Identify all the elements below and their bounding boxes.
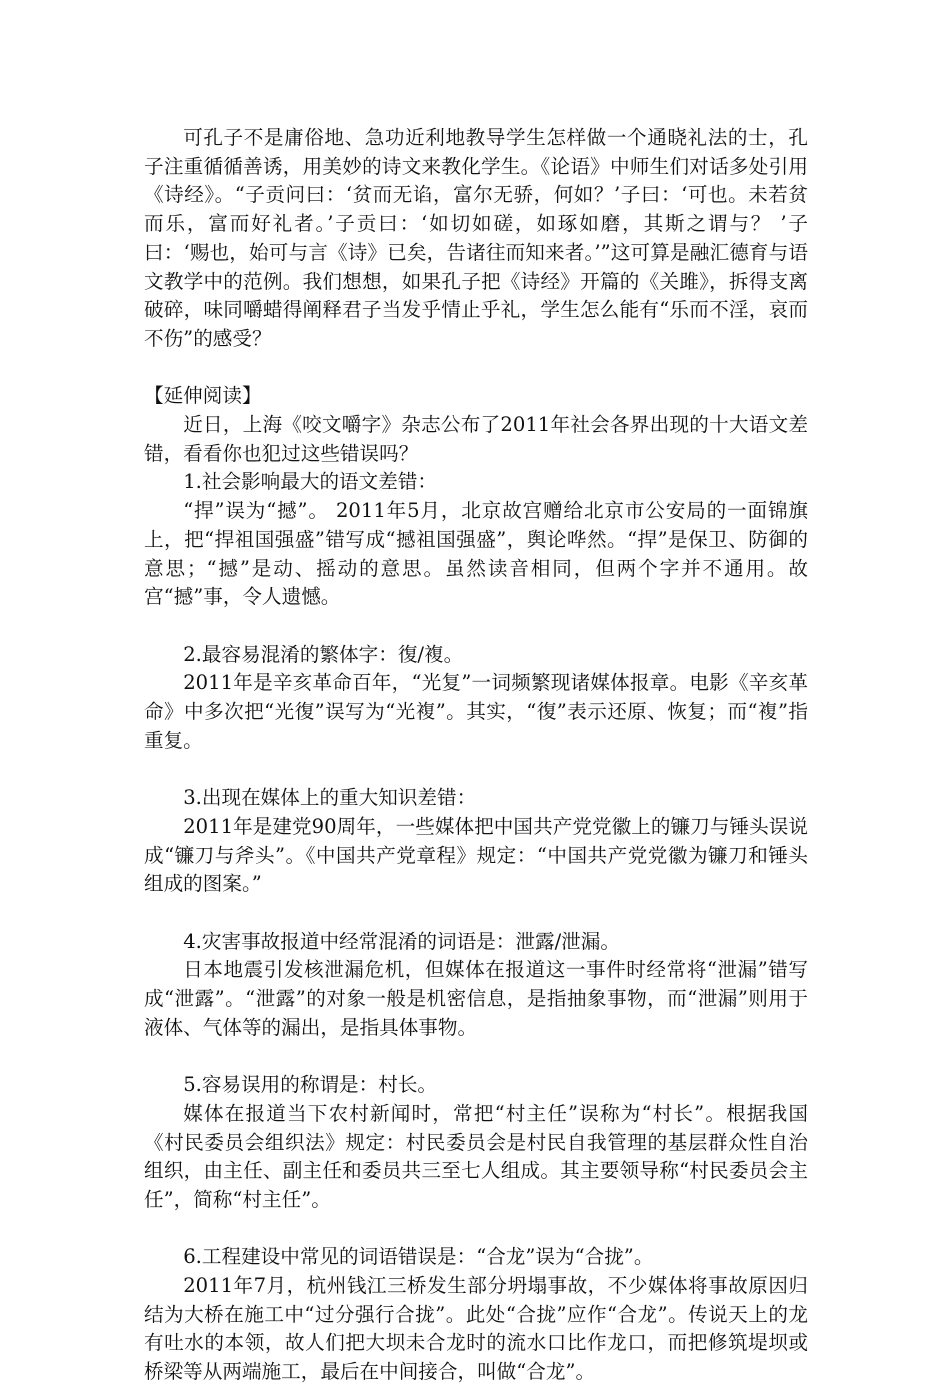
item-heading-2: 2.最容易混淆的繁体字：復/複。 — [183, 642, 464, 666]
spacer — [144, 899, 808, 928]
item-body-5: 媒体在报道当下农村新闻时，常把“村主任”误称为“村长”。根据我国《村民委员会组织法》规定：村民委员会是村民自我管理的基层群众性自治组织，由主任、副主任和委员共三至七人组成。其主要领导称“村民委员会主任”，简称“村主任”。 — [144, 1101, 808, 1211]
item-body-1: “捍”误为“撼”。 2011年5月，北京故宫赠给北京市公安局的一面锦旗上，把“捍祖国强盛”错写成“撼祖国强盛”，舆论哗然。“捍”是保卫、防御的意思；“撼”是动、摇动的意思。虽然读音相同，但两个字并不通用。故宫“撼”事，令人遗憾。 — [144, 499, 808, 609]
item-heading-5: 5.容易误用的称谓是：村长。 — [183, 1073, 438, 1097]
spacer — [144, 612, 808, 641]
spacer — [144, 755, 808, 784]
item-heading-3: 3.出现在媒体上的重大知识差错： — [183, 786, 477, 810]
spacer — [144, 1215, 808, 1244]
item-heading-4: 4.灾害事故报道中经常混淆的词语是：泄露/泄漏。 — [183, 929, 620, 953]
item-body-4: 日本地震引发核泄漏危机，但媒体在报道这一事件时经常将“泄漏”错写成“泄露”。“泄露”的对象一般是机密信息，是指抽象事物，而“泄漏”则用于液体、气体等的漏出，是指具体事物。 — [144, 958, 808, 1039]
document-page — [144, 124, 808, 1387]
spacer — [144, 354, 808, 383]
item-body-6: 2011年7月，杭州钱江三桥发生部分坍塌事故，不少媒体将事故原因归结为大桥在施工中“过分强行合拢”。此处“合拢”应作“合龙”。传说天上的龙有吐水的本领，故人们把大坝未合龙时的流水口比作龙口，而把修筑堤坝或桥梁等从两端施工，最后在中间接合，叫做“合龙”。 — [144, 1274, 808, 1384]
item-heading-6: 6.工程建设中常见的词语错误是：“合龙”误为“合拢”。 — [183, 1245, 654, 1269]
item-body-3: 2011年是建党90周年，一些媒体把中国共产党党徽上的镰刀与锤头误说成“镰刀与斧头”。《中国共产党章程》规定：“中国共产党党徽为镰刀和锤头组成的图案。” — [144, 814, 808, 896]
intro-paragraph: 可孔子不是庸俗地、急功近利地教导学生怎样做一个通晓礼法的士，孔子注重循循善诱，用美妙的诗文来教化学生。《论语》中师生们对话多处引用《诗经》。“子贡问曰：‘贫而无谄，富尔无骄，何如？’子曰：‘可也。未若贫而乐，富而好礼者。’子贡曰：‘如切如磋，如琢如磨，其斯之谓与？ ’子曰：‘赐也，始可与言《诗》已矣，告诸往而知来者。’”这可算是融汇德育与语文教学中的范例。我们想想，如果孔子把《诗经》开篇的《关雎》，拆得支离破碎，味同嚼蜡得阐释君子当发乎情止乎礼，学生怎么能有“乐而不淫，哀而不伤”的感受？ — [144, 126, 808, 350]
lead-paragraph: 近日，上海《咬文嚼字》杂志公布了2011年社会各界出现的十大语文差错，看看你也犯过这些错误吗？ — [144, 413, 808, 465]
item-body-2: 2011年是辛亥革命百年，“光复”一词频繁现诸媒体报章。电影《辛亥革命》中多次把“光復”误写为“光複”。其实，“復”表示还原、恢复；而“複”指重复。 — [144, 671, 808, 752]
section-title: 【延伸阅读】 — [144, 384, 262, 408]
spacer — [144, 1042, 808, 1071]
item-heading-1: 1.社会影响最大的语文差错： — [183, 470, 438, 494]
